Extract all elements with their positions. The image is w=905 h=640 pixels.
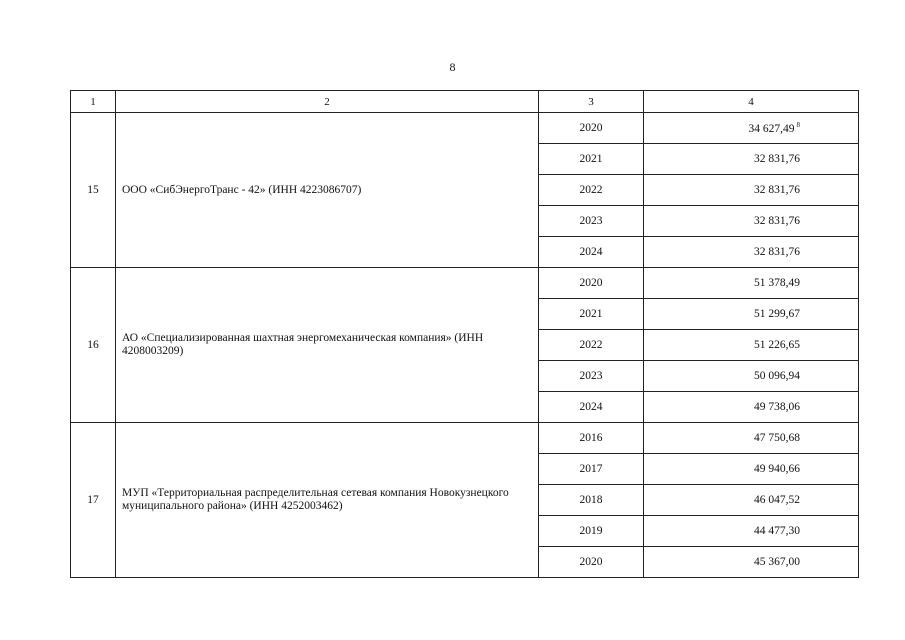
year-cell: 2023 — [539, 206, 644, 237]
value-cell — [644, 144, 859, 175]
value-cell — [644, 423, 859, 454]
value-cell — [644, 330, 859, 361]
value-cell — [644, 299, 859, 330]
row-number: 15 — [71, 113, 116, 268]
header-row — [71, 91, 859, 113]
column-header-2: 2 — [116, 91, 539, 113]
year-cell: 2016 — [539, 423, 644, 454]
year-cell: 2020 — [539, 268, 644, 299]
page-number: 8 — [449, 60, 456, 74]
row-number: 17 — [71, 423, 116, 578]
year-cell: 2023 — [539, 361, 644, 392]
year-cell: 2019 — [539, 516, 644, 547]
column-header-1: 1 — [71, 91, 116, 113]
value-cell — [644, 516, 859, 547]
value-text: 51 226,65 — [754, 339, 800, 351]
year-cell: 2021 — [539, 144, 644, 175]
table-row — [71, 423, 859, 454]
value-text: 32 831,76 — [754, 246, 800, 258]
value-cell — [644, 206, 859, 237]
organization-name: АО «Специализированная шахтная энергомеханическая компания» (ИНН 4208003209) — [116, 268, 539, 423]
value-cell — [644, 268, 859, 299]
column-header-4: 4 — [644, 91, 859, 113]
value-text: 49 738,06 — [754, 401, 800, 413]
table-row — [71, 113, 859, 144]
year-cell: 2020 — [539, 547, 644, 578]
value-cell — [644, 113, 859, 144]
value-cell — [644, 454, 859, 485]
organization-name: МУП «Территориальная распределительная сетевая компания Новокузнецкого муниципального района» (ИНН 4252003462) — [116, 423, 539, 578]
column-header-3: 3 — [539, 91, 644, 113]
value-cell — [644, 361, 859, 392]
year-cell: 2024 — [539, 237, 644, 268]
value-text: 46 047,52 — [754, 494, 800, 506]
year-cell: 2022 — [539, 175, 644, 206]
value-text: 45 367,00 — [754, 556, 800, 568]
year-cell: 2017 — [539, 454, 644, 485]
value-cell — [644, 237, 859, 268]
value-text: 51 378,49 — [754, 277, 800, 289]
value-text: 34 627,49 — [748, 123, 795, 135]
value-text: 32 831,76 — [754, 184, 800, 196]
table-row — [71, 268, 859, 299]
value-text: 47 750,68 — [754, 432, 800, 444]
year-cell: 2018 — [539, 485, 644, 516]
value-text: 32 831,76 — [754, 153, 800, 165]
row-number: 16 — [71, 268, 116, 423]
value-text: 51 299,67 — [754, 308, 800, 320]
footnote-mark: 8 — [796, 121, 800, 129]
value-cell — [644, 175, 859, 206]
year-cell: 2020 — [539, 113, 644, 144]
value-cell — [644, 485, 859, 516]
tariff-table — [70, 90, 859, 578]
year-cell: 2021 — [539, 299, 644, 330]
organization-name: ООО «СибЭнергоТранс - 42» (ИНН 4223086707) — [116, 113, 539, 268]
year-cell: 2022 — [539, 330, 644, 361]
value-cell — [644, 392, 859, 423]
year-cell: 2024 — [539, 392, 644, 423]
value-text: 32 831,76 — [754, 215, 800, 227]
value-text: 50 096,94 — [754, 370, 800, 382]
value-cell — [644, 547, 859, 578]
value-text: 49 940,66 — [754, 463, 800, 475]
value-text: 44 477,30 — [754, 525, 800, 537]
